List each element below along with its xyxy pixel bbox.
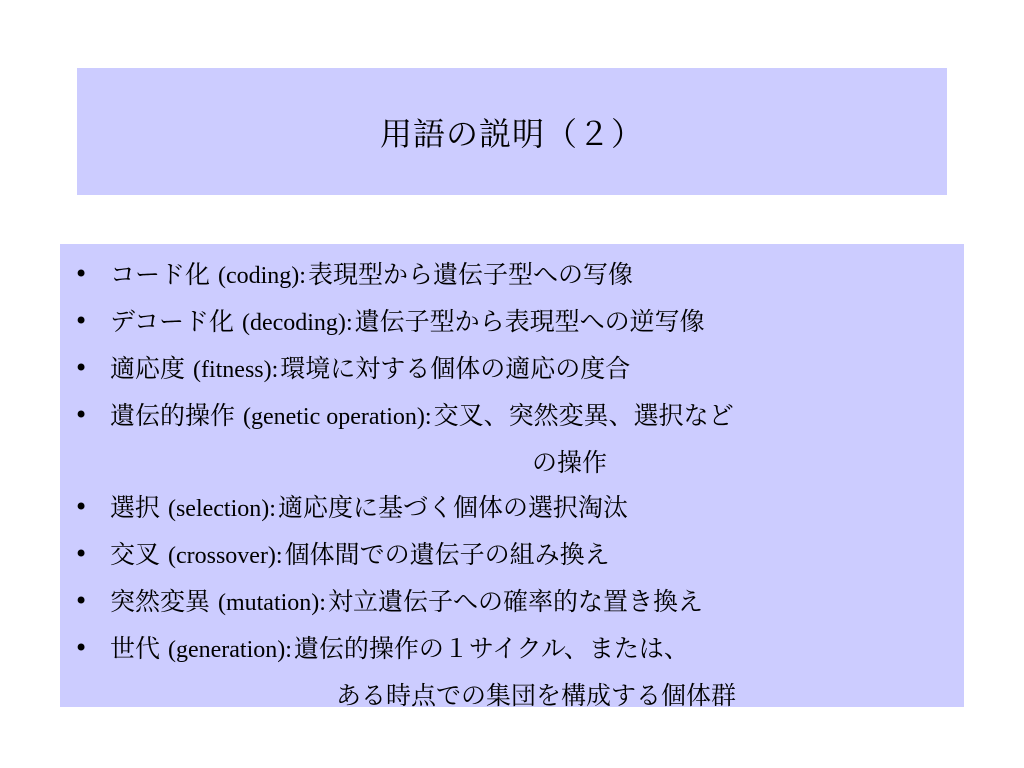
term-separator: : [424,404,432,430]
term-label: コード化 [110,260,211,289]
bullet-icon: • [74,260,89,288]
term-label: デコード化 [110,307,235,336]
term-definition: 適応度に基づく個体の選択淘汰 [277,493,628,522]
term-label: 世代 [110,634,161,663]
bullet-icon: • [74,307,89,335]
bullet-icon: • [74,634,89,662]
term-definition-continuation: の操作 [532,448,608,477]
content-box [60,244,964,710]
term-definition: 対立遺伝子への確率的な置き換え [327,587,703,616]
list-item-coding [74,252,954,299]
term-separator: : [319,590,326,616]
term-english: (selection) [167,496,270,522]
term-separator: : [285,637,292,663]
term-english: (generation) [167,637,286,663]
term-label: 突然変異 [110,587,211,616]
term-definition: 遺伝子型から表現型への逆写像 [354,307,705,336]
list-item-selection [74,485,954,532]
term-separator: : [275,543,283,569]
list-item-genetic-operation [74,393,954,485]
bullet-icon: • [74,587,89,615]
term-definition: 遺伝的操作の１サイクル、または、 [293,634,689,663]
term-english: (crossover) [167,543,276,569]
term-english: (decoding) [241,310,346,336]
term-separator: : [299,263,306,289]
term-label: 適応度 [110,354,186,383]
slide-title: 用語の説明（２） [379,114,644,153]
term-list [74,252,954,718]
term-label: 遺伝的操作 [110,401,236,430]
term-separator: : [345,310,353,336]
term-english: (genetic operation) [242,404,425,430]
list-item-fitness [74,346,954,393]
term-definition: 交叉、突然変異、選択など [433,401,734,430]
bullet-icon: • [74,493,89,521]
term-english: (coding) [217,263,300,289]
term-definition: 個体間での遺伝子の組み換え [284,540,610,569]
term-english: (fitness) [192,357,272,383]
term-separator: : [269,496,276,522]
list-item-generation [74,626,954,718]
title-box [77,68,947,195]
list-item-mutation [74,579,954,626]
bullet-icon: • [74,401,89,429]
bullet-icon: • [74,354,89,382]
list-item-crossover [74,532,954,579]
term-label: 選択 [110,493,161,522]
term-separator: : [271,357,279,383]
term-definition: 表現型から遺伝子型への写像 [307,260,633,289]
term-definition: 環境に対する個体の適応の度合 [280,354,631,383]
term-label: 交叉 [110,540,161,569]
list-item-decoding [74,299,954,346]
term-english: (mutation) [217,590,320,616]
bullet-icon: • [74,540,89,568]
term-definition-continuation: ある時点での集団を構成する個体群 [336,681,737,710]
